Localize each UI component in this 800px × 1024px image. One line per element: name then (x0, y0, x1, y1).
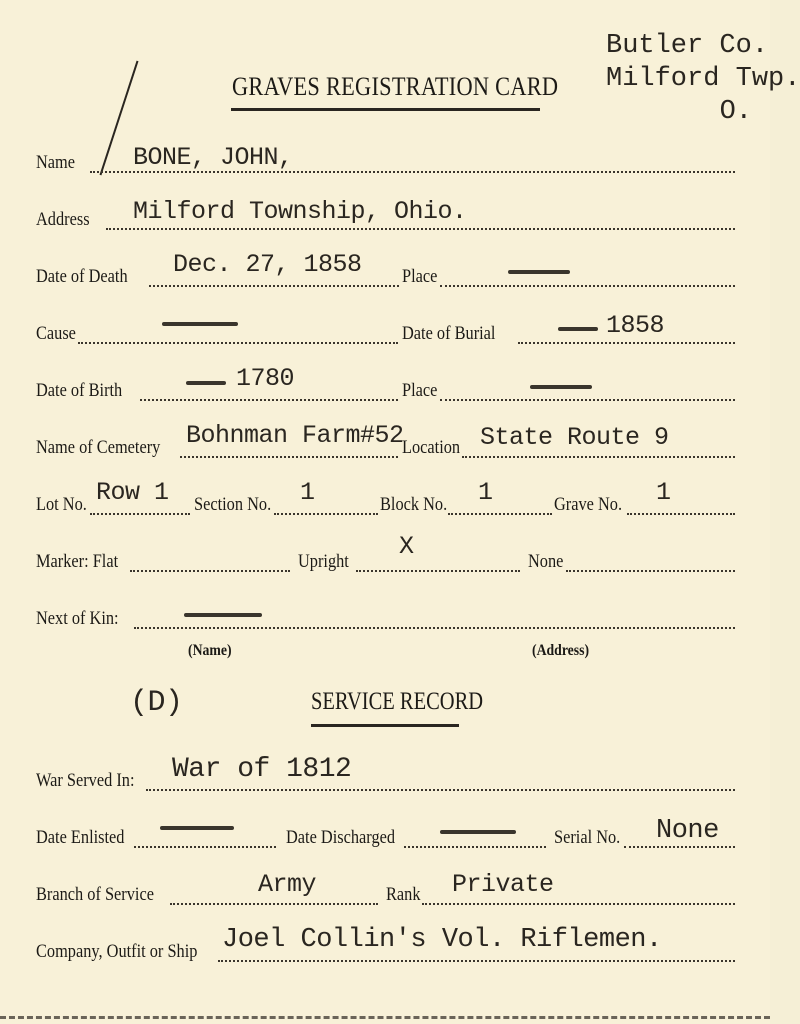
location-label: Location (402, 437, 461, 458)
service-record-underline (311, 724, 459, 727)
grave-no-value: 1 (656, 478, 671, 507)
date-of-death-value: Dec. 27, 1858 (173, 250, 362, 279)
upright-label: Upright (298, 551, 349, 572)
address-sub-label: (Address) (532, 642, 590, 659)
block-no-line (448, 513, 552, 515)
date-of-birth-line (140, 399, 398, 401)
serial-no-value: None (656, 816, 719, 846)
service-record-title: SERVICE RECORD (311, 688, 484, 715)
date-of-burial-label: Date of Burial (402, 323, 496, 344)
burial-dash (558, 327, 598, 331)
date-of-birth-value: 1780 (236, 364, 295, 393)
section-no-label: Section No. (194, 494, 272, 515)
birth-place-label: Place (402, 380, 438, 401)
next-of-kin-line (134, 627, 735, 629)
card-title: GRAVES REGISTRATION CARD (232, 72, 559, 101)
none-line (566, 570, 735, 572)
death-place-dash (508, 270, 570, 274)
section-no-line (274, 513, 378, 515)
lot-no-value: Row 1 (96, 478, 169, 507)
death-place-label: Place (402, 266, 438, 287)
county-line-3: O. (719, 97, 752, 127)
company-line (218, 960, 735, 962)
marker-flat-line (130, 570, 290, 572)
rank-line (422, 903, 735, 905)
cause-line (78, 342, 398, 344)
birth-dash (186, 381, 226, 385)
name-label: Name (36, 152, 76, 173)
company-label: Company, Outfit or Ship (36, 941, 198, 962)
date-discharged-label: Date Discharged (286, 827, 396, 848)
county-line-1: Butler Co. (606, 31, 769, 61)
rank-label: Rank (386, 884, 421, 905)
marker-flat-label: Marker: Flat (36, 551, 119, 572)
none-label: None (528, 551, 564, 572)
company-value: Joel Collin's Vol. Riflemen. (222, 925, 662, 955)
date-of-birth-label: Date of Birth (36, 380, 123, 401)
serial-no-label: Serial No. (554, 827, 621, 848)
war-served-label: War Served In: (36, 770, 135, 791)
serial-no-line (624, 846, 735, 848)
title-underline (231, 108, 540, 111)
war-served-line (146, 789, 735, 791)
cause-dash (162, 322, 238, 326)
cemetery-label: Name of Cemetery (36, 437, 161, 458)
lot-no-label: Lot No. (36, 494, 87, 515)
county-stamp (606, 30, 800, 129)
block-no-label: Block No. (380, 494, 448, 515)
location-line (462, 456, 735, 458)
birth-place-line (440, 399, 735, 401)
name-value: BONE, JOHN, (133, 143, 293, 172)
branch-line (170, 903, 378, 905)
date-of-burial-value: 1858 (606, 311, 665, 340)
next-of-kin-dash (184, 613, 262, 617)
address-line (106, 228, 735, 230)
date-enlisted-line (134, 846, 276, 848)
discharged-dash (440, 830, 516, 834)
date-of-burial-line (518, 342, 735, 344)
branch-value: Army (258, 870, 317, 899)
cause-label: Cause (36, 323, 76, 344)
war-served-value: War of 1812 (172, 754, 352, 785)
cemetery-line (180, 456, 398, 458)
block-no-value: 1 (478, 478, 493, 507)
bottom-edge (0, 1016, 770, 1019)
grave-no-line (627, 513, 735, 515)
grave-no-label: Grave No. (554, 494, 623, 515)
date-enlisted-label: Date Enlisted (36, 827, 125, 848)
name-sub-label: (Name) (188, 642, 232, 659)
county-line-2: Milford Twp. (606, 64, 800, 94)
rank-value: Private (452, 870, 554, 899)
address-value: Milford Township, Ohio. (133, 197, 467, 226)
upright-line (356, 570, 520, 572)
death-place-line (440, 285, 735, 287)
date-discharged-line (404, 846, 546, 848)
next-of-kin-label: Next of Kin: (36, 608, 119, 629)
enlisted-dash (160, 826, 234, 830)
upright-value: X (399, 532, 414, 561)
section-no-value: 1 (300, 478, 315, 507)
branch-label: Branch of Service (36, 884, 154, 905)
cemetery-value: Bohnman Farm#52 (186, 421, 404, 450)
address-label: Address (36, 209, 90, 230)
birth-place-dash (530, 385, 592, 389)
location-value: State Route 9 (480, 423, 669, 452)
date-of-death-line (149, 285, 399, 287)
record-code: (D) (130, 686, 183, 720)
lot-no-line (90, 513, 190, 515)
date-of-death-label: Date of Death (36, 266, 128, 287)
